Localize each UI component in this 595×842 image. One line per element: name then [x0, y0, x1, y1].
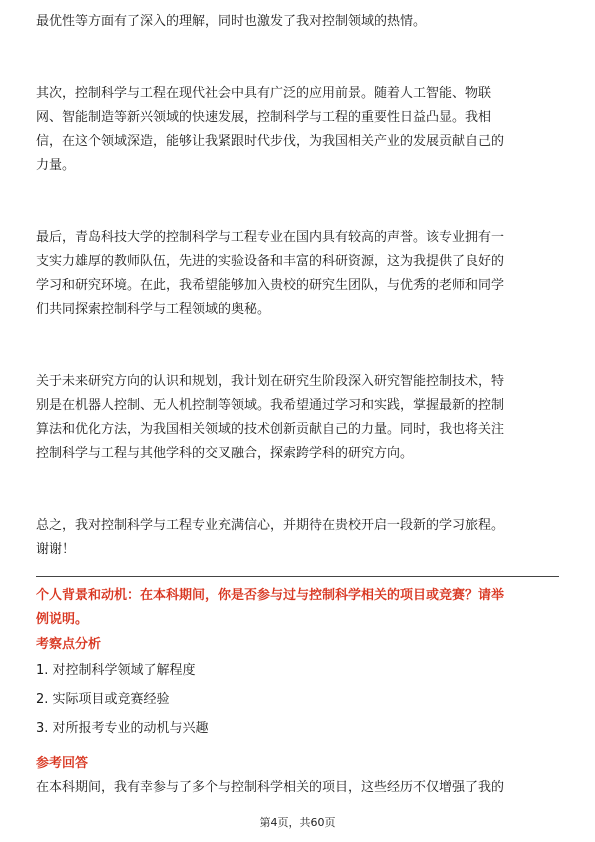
body-paragraph: [36, 514, 559, 562]
analysis-item: 1. 对控制科学领域了解程度: [36, 663, 196, 678]
question-line: 个人背景和动机：在本科期间，你是否参与过与控制科学相关的项目或竞赛？请举: [36, 588, 505, 603]
reference-answer: [36, 776, 559, 800]
text-line: 最优性等方面有了深入的理解，同时也激发了我对控制领域的热情。: [36, 14, 427, 29]
text-line: 总之，我对控制科学与工程专业充满信心，并期待在贵校开启一段新的学习旅程。: [36, 518, 505, 533]
text-line: 支实力雄厚的教师队伍，先进的实验设备和丰富的科研资源，这为我提供了良好的: [36, 254, 505, 269]
text-line: 在本科期间，我有幸参与了多个与控制科学相关的项目，这些经历不仅增强了我的: [36, 780, 505, 795]
question-line: 例说明。: [36, 612, 89, 627]
body-paragraph: [36, 226, 559, 322]
page-number: 第4页，共60页: [259, 816, 336, 829]
analysis-heading: 考察点分析: [36, 637, 102, 652]
text-line: 其次，控制科学与工程在现代社会中具有广泛的应用前景。随着人工智能、物联: [36, 86, 492, 101]
text-line: 网、智能制造等新兴领域的快速发展，控制科学与工程的重要性日益凸显。我相: [36, 110, 492, 125]
question-heading: [36, 584, 559, 632]
section-divider: [36, 576, 559, 577]
text-line: 们共同探索控制科学与工程领域的奥秘。: [36, 302, 271, 317]
text-line: 关于未来研究方向的认识和规划，我计划在研究生阶段深入研究智能控制技术，特: [36, 374, 505, 389]
reference-heading: 参考回答: [36, 756, 89, 771]
text-line: 学习和研究环境。在此，我希望能够加入贵校的研究生团队，与优秀的老师和同学: [36, 278, 505, 293]
text-line: 谢谢！: [36, 542, 76, 557]
analysis-item: 3. 对所报考专业的动机与兴趣: [36, 721, 209, 736]
text-line: 算法和优化方法，为我国相关领域的技术创新贡献自己的力量。同时，我也将关注: [36, 422, 505, 437]
body-paragraph: [36, 10, 559, 34]
text-line: 力量。: [36, 158, 76, 173]
analysis-item: 2. 实际项目或竞赛经验: [36, 692, 170, 707]
text-line: 控制科学与工程与其他学科的交叉融合，探索跨学科的研究方向。: [36, 446, 414, 461]
text-line: 信，在这个领域深造，能够让我紧跟时代步伐，为我国相关产业的发展贡献自己的: [36, 134, 505, 149]
text-line: 最后，青岛科技大学的控制科学与工程专业在国内具有较高的声誉。该专业拥有一: [36, 230, 505, 245]
body-paragraph: [36, 82, 559, 178]
text-line: 别是在机器人控制、无人机控制等领域。我希望通过学习和实践，掌握最新的控制: [36, 398, 505, 413]
body-paragraph: [36, 370, 559, 466]
